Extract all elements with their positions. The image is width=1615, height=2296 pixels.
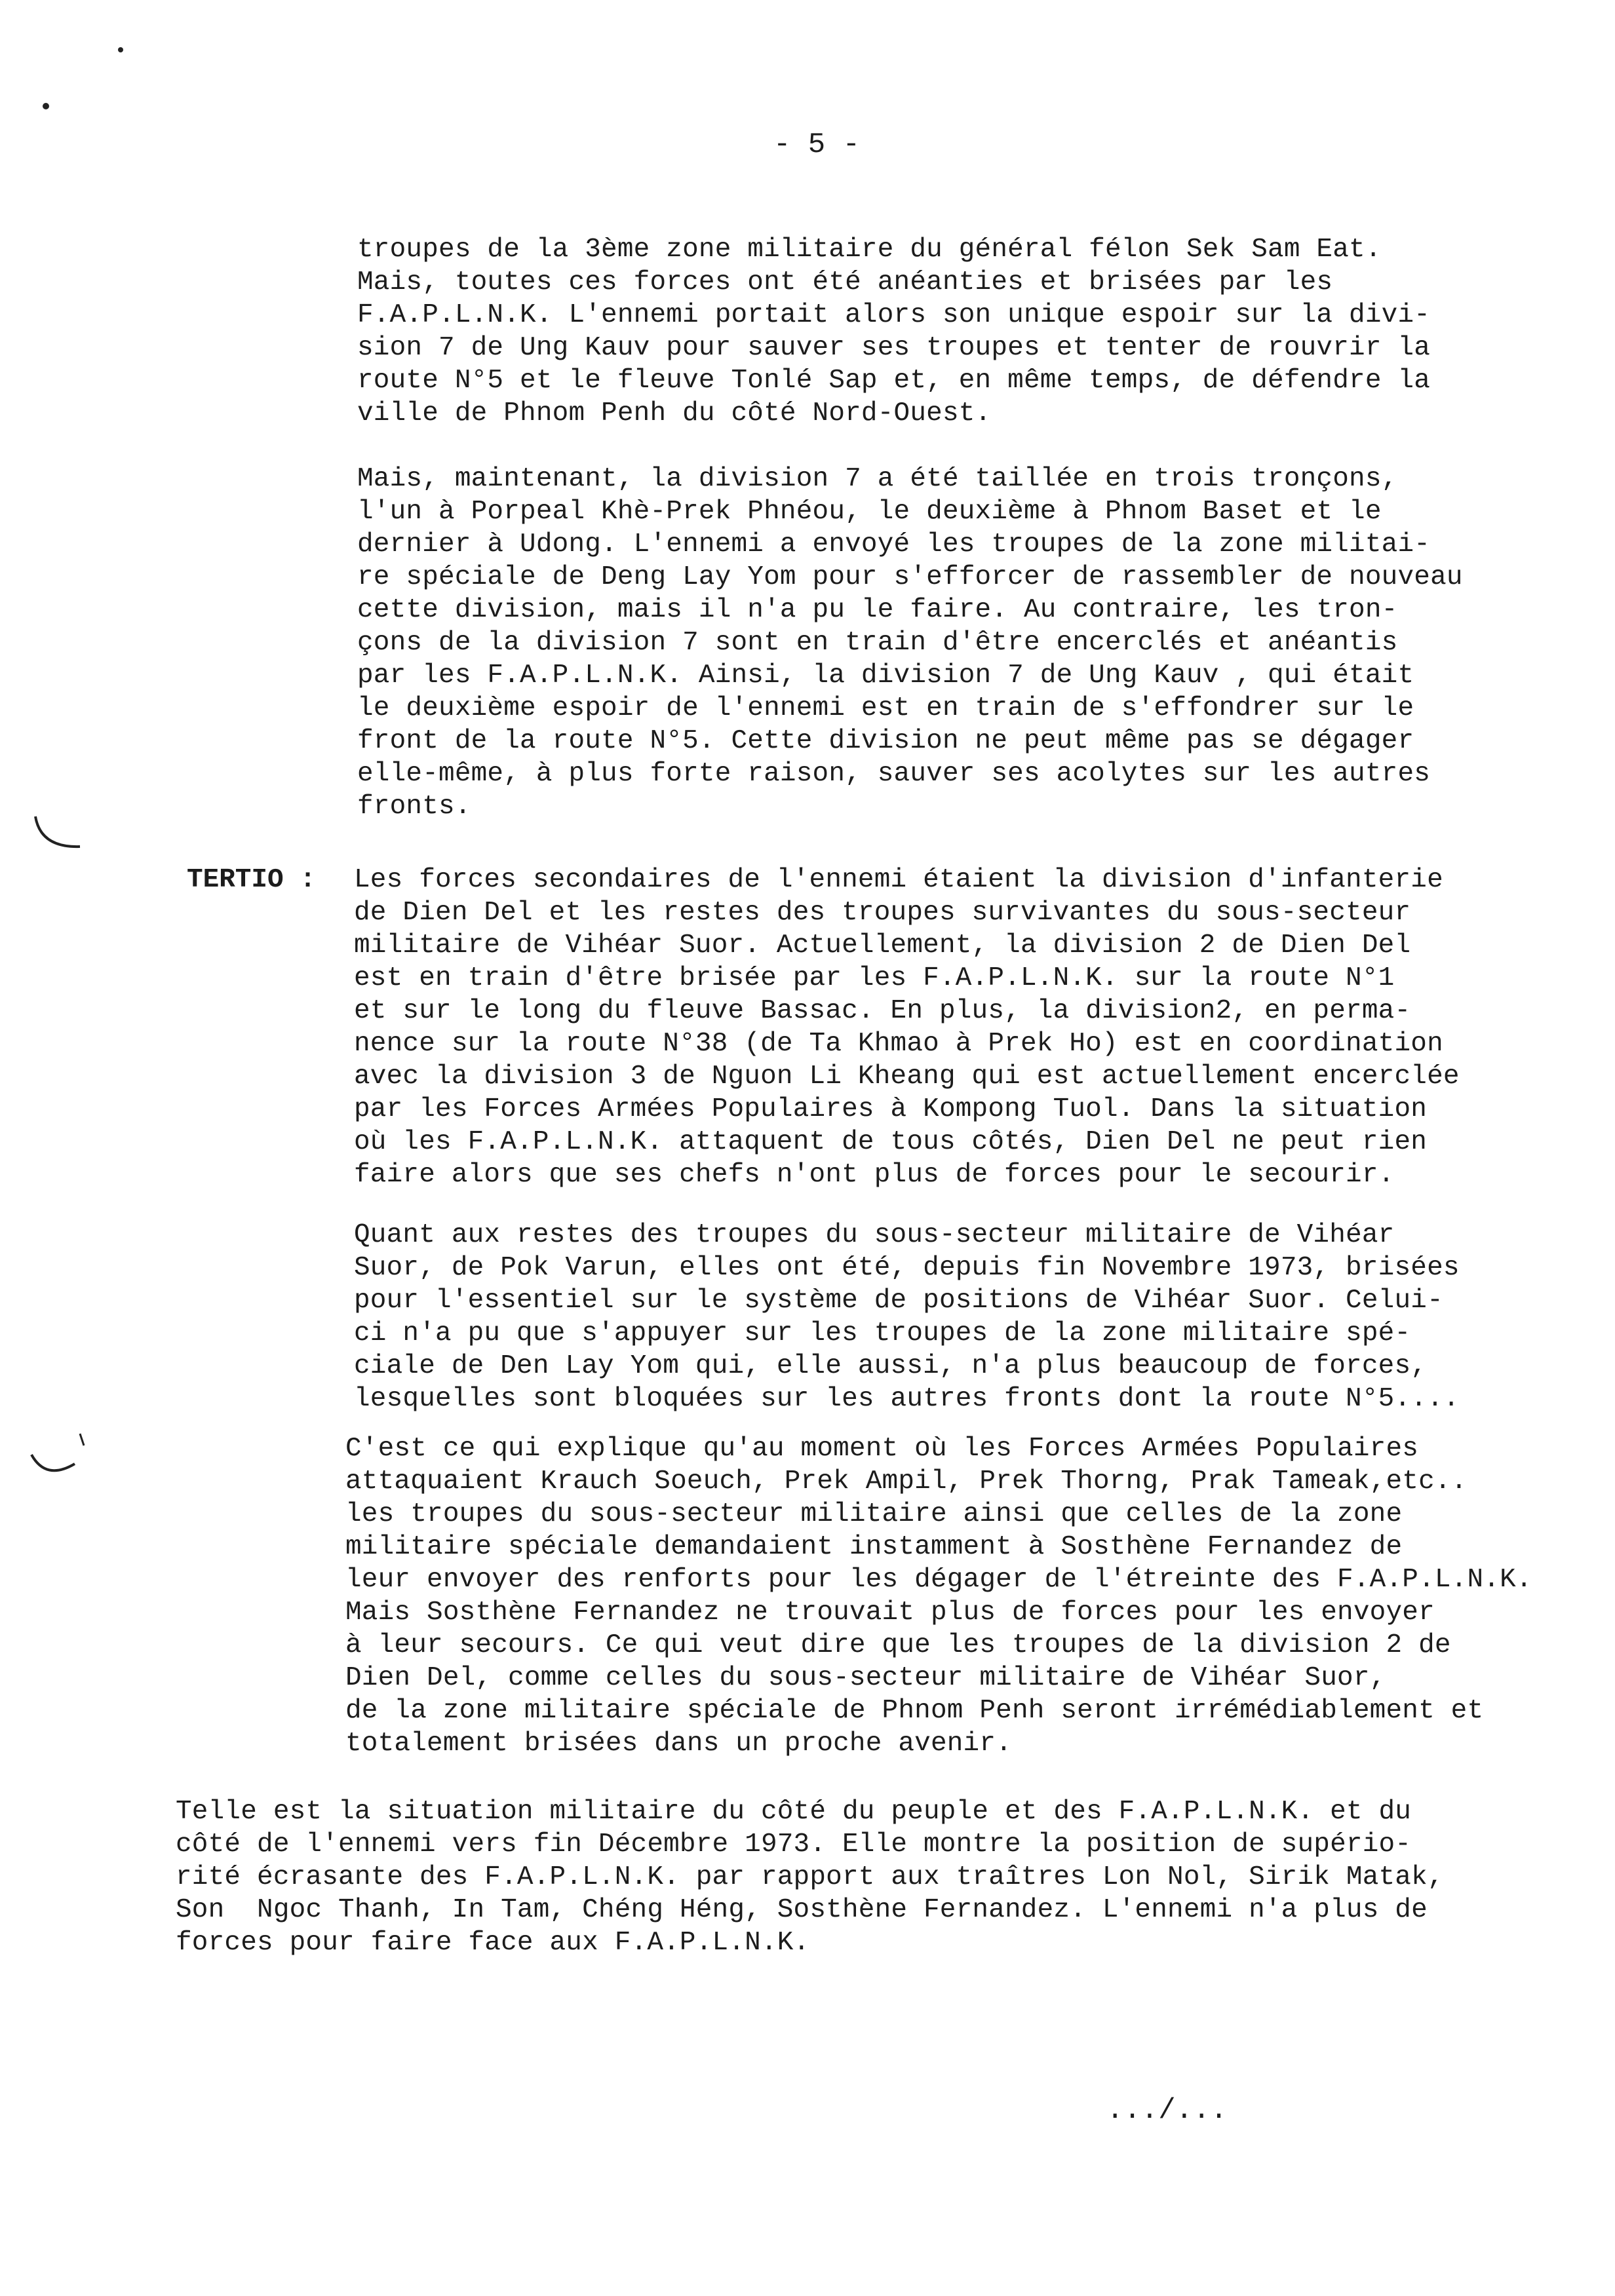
text-line: de la zone militaire spéciale de Phnom Penh seront irrémédiablement et xyxy=(345,1696,1484,1726)
text-line: Mais Sosthène Fernandez ne trouvait plus de forces pour les envoyer xyxy=(345,1598,1435,1628)
text-line: et sur le long du fleuve Bassac. En plus, la division2, en perma- xyxy=(354,996,1411,1026)
text-line: Quant aux restes des troupes du sous-secteur militaire de Vihéar xyxy=(354,1220,1395,1250)
text-line: elle-même, à plus forte raison, sauver ses acolytes sur les autres xyxy=(357,759,1431,789)
text-line: route N°5 et le fleuve Tonlé Sap et, en même temps, de défendre la xyxy=(357,366,1431,396)
text-line: nence sur la route N°38 (de Ta Khmao à Prek Ho) est en coordination xyxy=(354,1029,1443,1059)
text-line: çons de la division 7 sont en train d'être encerclés et anéantis xyxy=(357,628,1398,658)
text-line: à leur secours. Ce qui veut dire que les troupes de la division 2 de xyxy=(345,1630,1451,1660)
text-line: avec la division 3 de Nguon Li Kheang qui est actuellement encerclée xyxy=(354,1062,1460,1092)
punch-hole-arc-mark xyxy=(22,1421,94,1493)
text-line: troupes de la 3ème zone militaire du général félon Sek Sam Eat. xyxy=(357,235,1382,265)
continuation-mark: .../... xyxy=(1106,2094,1228,2127)
text-line: le deuxième espoir de l'ennemi est en train de s'effondrer sur le xyxy=(357,693,1414,723)
scan-dot-mark xyxy=(38,97,58,117)
text-line: re spéciale de Deng Lay Yom pour s'efforcer de rassembler de nouveau xyxy=(357,562,1463,592)
text-line: dernier à Udong. L'ennemi a envoyé les troupes de la zone militai- xyxy=(357,529,1431,560)
text-line: Mais, toutes ces forces ont été anéanties et brisées par les xyxy=(357,267,1333,297)
text-line: Suor, de Pok Varun, elles ont été, depuis fin Novembre 1973, brisées xyxy=(354,1253,1460,1283)
text-line: attaquaient Krauch Soeuch, Prek Ampil, Prek Thorng, Prak Tameak,etc.. xyxy=(345,1466,1468,1497)
text-line: Dien Del, comme celles du sous-secteur militaire de Vihéar Suor, xyxy=(345,1663,1386,1693)
text-line: pour l'essentiel sur le système de positions de Vihéar Suor. Celui- xyxy=(354,1286,1443,1316)
text-line: F.A.P.L.N.K. L'ennemi portait alors son unique espoir sur la divi- xyxy=(357,300,1431,330)
text-line: leur envoyer des renforts pour les dégager de l'étreinte des F.A.P.L.N.K. xyxy=(345,1565,1532,1595)
text-line: par les F.A.P.L.N.K. Ainsi, la division 7 de Ung Kauv , qui était xyxy=(357,660,1414,691)
text-line: rité écrasante des F.A.P.L.N.K. par rapport aux traîtres Lon Nol, Sirik Matak, xyxy=(176,1862,1444,1892)
text-line: militaire spéciale demandaient instamment à Sosthène Fernandez de xyxy=(345,1532,1403,1562)
text-line: ciale de Den Lay Yom qui, elle aussi, n'a plus beaucoup de forces, xyxy=(354,1351,1428,1381)
text-line: côté de l'ennemi vers fin Décembre 1973. Elle montre la position de supério- xyxy=(176,1829,1412,1860)
text-line: lesquelles sont bloquées sur les autres fronts dont la route N°5.... xyxy=(354,1384,1460,1414)
text-line: ville de Phnom Penh du côté Nord-Ouest. xyxy=(357,398,992,429)
text-line: par les Forces Armées Populaires à Kompong Tuol. Dans la situation xyxy=(354,1094,1428,1124)
text-line: l'un à Porpeal Khè-Prek Phnéou, le deuxième à Phnom Baset et le xyxy=(357,497,1382,527)
scan-dot-mark xyxy=(113,42,132,62)
text-line: totalement brisées dans un proche avenir. xyxy=(345,1729,1012,1759)
text-line: Telle est la situation militaire du côté du peuple et des F.A.P.L.N.K. et du xyxy=(176,1797,1412,1827)
text-line: faire alors que ses chefs n'ont plus de forces pour le secourir. xyxy=(354,1160,1395,1190)
text-line: forces pour faire face aux F.A.P.L.N.K. xyxy=(176,1928,810,1958)
text-line: de Dien Del et les restes des troupes survivantes du sous-secteur xyxy=(354,898,1411,928)
text-line: Mais, maintenant, la division 7 a été taillée en trois tronçons, xyxy=(357,464,1398,494)
tertio-label: TERTIO : xyxy=(187,865,316,895)
text-line: Les forces secondaires de l'ennemi étaient la division d'infanterie xyxy=(354,865,1443,895)
text-line: Son Ngoc Thanh, In Tam, Chéng Héng, Sosthène Fernandez. L'ennemi n'a plus de xyxy=(176,1895,1428,1925)
text-line: les troupes du sous-secteur militaire ainsi que celles de la zone xyxy=(345,1499,1403,1529)
page-number: - 5 - xyxy=(773,128,861,161)
text-line: fronts. xyxy=(357,792,471,822)
text-line: où les F.A.P.L.N.K. attaquent de tous côtés, Dien Del ne peut rien xyxy=(354,1127,1428,1157)
text-line: sion 7 de Ung Kauv pour sauver ses troupes et tenter de rouvrir la xyxy=(357,333,1431,363)
text-line: cette division, mais il n'a pu le faire. Au contraire, les tron- xyxy=(357,595,1398,625)
text-line: front de la route N°5. Cette division ne peut même pas se dégager xyxy=(357,726,1414,756)
text-line: militaire de Vihéar Suor. Actuellement, la division 2 de Dien Del xyxy=(354,930,1411,961)
text-line: C'est ce qui explique qu'au moment où les Forces Armées Populaires xyxy=(345,1434,1419,1464)
text-line: est en train d'être brisée par les F.A.P.L.N.K. sur la route N°1 xyxy=(354,963,1395,993)
text-line: ci n'a pu que s'appuyer sur les troupes de la zone militaire spé- xyxy=(354,1318,1411,1349)
punch-hole-arc-mark xyxy=(26,810,98,869)
